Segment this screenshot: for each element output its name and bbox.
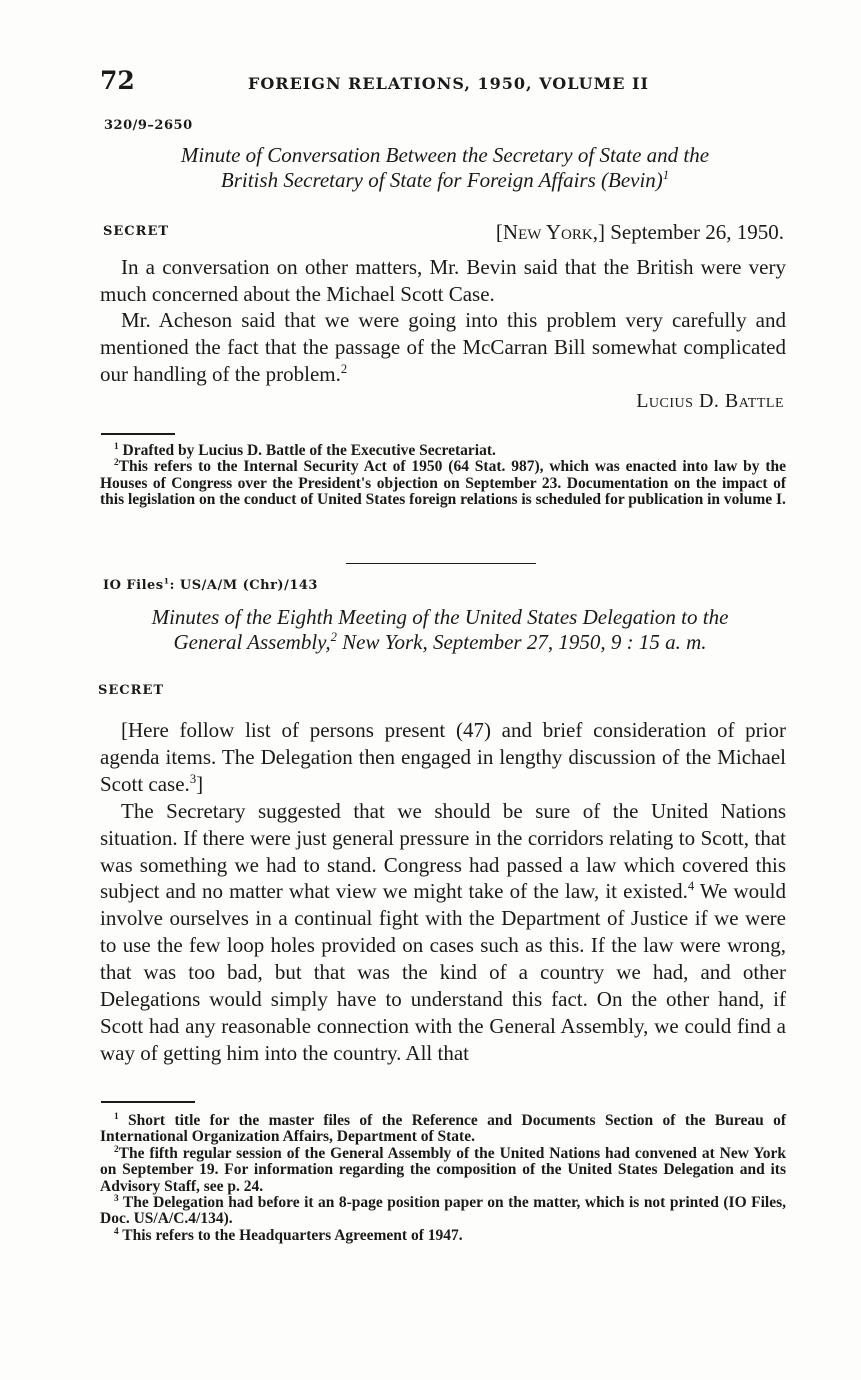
document2-title-line1: Minutes of the Eighth Meeting of the United States Delegation to the (151, 605, 729, 629)
document2-footnote-2: $^2$The fifth regular session of the General Assembly of the United Nations had convened at New York on September 19. For information regarding the composition of the United States Delegation and its Advisory Staff, see p. 24. (100, 1144, 786, 1195)
document2-bracket-footnote-mark: 3 (189, 771, 197, 786)
document2-classification: SECRET (98, 683, 165, 698)
page-number: 72 (100, 66, 135, 95)
document1-paragraph-2-footnote-mark: 2 (340, 361, 348, 376)
document2-bracket-paragraph: [Here follow list of persons present (47) and brief consideration of prior agenda items. The Delegation then engaged in lengthy discussion of the Michael Scott case.$^3$] (100, 718, 786, 796)
document2-title-line2: General Assembly,$^2$ New York, September 27, 1950, 9 : 15 a. m. (173, 630, 707, 654)
document2-paragraph-2-footnote-mark: 4 (687, 879, 695, 894)
document1-title-line1: Minute of Conversation Between the Secretary of State and the (180, 143, 710, 167)
dateline-date: September 26, 1950. (610, 220, 784, 244)
document1-title-line2: British Secretary of State for Foreign Affairs (Bevin)$^1$ (220, 168, 670, 192)
document2-title (95, 605, 785, 655)
document1-signature: Lucius D. Battle (636, 390, 784, 412)
running-title: FOREIGN RELATIONS, 1950, VOLUME II (248, 74, 650, 93)
document2-footnote-rule (101, 1101, 195, 1103)
document1-classification: SECRET (103, 224, 170, 239)
document2-file-reference-footnote-mark: 1 (163, 576, 170, 586)
document1-dateline (496, 220, 784, 245)
document1-paragraph-2: Mr. Acheson said that we were going into this problem very carefully and mentioned the fact that the passage of the McCarran Bill somewhat complicated our handling of the problem.$^2$ (100, 308, 786, 386)
document2-footnote-1: $^1$ Short title for the master files of the Reference and Documents Section of the Bureau of International Organization Affairs, Department of State. (100, 1111, 787, 1146)
document1-file-reference: 320/9–2650 (104, 118, 193, 133)
document2-footnote-4: $^4$ This refers to the Headquarters Agreement of 1947. (114, 1226, 463, 1244)
document1-paragraph-1: In a conversation on other matters, Mr. Bevin said that the British were very much concerned about the Michael Scott Case. (100, 255, 786, 306)
document2-footnote-3: $^3$ The Delegation had before it an 8-page position paper on the matter, which is not printed (IO Files, Doc. US/A/C.4/134). (100, 1193, 786, 1228)
document1-body (100, 254, 786, 388)
document1-footnote-rule (101, 433, 175, 435)
document1-footnotes (100, 443, 786, 509)
document1-footnote-1: $^1$ Drafted by Lucius D. Battle of the Executive Secretariat. (114, 441, 496, 459)
document1-title-footnote-mark: 1 (662, 168, 670, 182)
dateline-place: [New York,] (495, 220, 605, 244)
document1-footnote-2: $^2$This refers to the Internal Security Act of 1950 (64 Stat. 987), which was enacted into law by the Houses of Congress over the President's objection on September 23. Documentation on the impact of this legislation on the conduct of United States foreign relations is scheduled for publication in volume I. (100, 458, 786, 509)
document2-file-reference: IO Files$^1$: US/A/M (Chr)/143 (103, 576, 318, 593)
document2-body (100, 717, 786, 1067)
section-divider (346, 563, 536, 564)
document2-title-footnote-mark: 2 (330, 630, 337, 644)
document2-footnotes (100, 1113, 786, 1244)
document1-title (100, 143, 790, 193)
document2-paragraph-2: The Secretary suggested that we should be sure of the United Nations situation. If there were just general pressure in the corridors relating to Scott, that was something we had to stand. Congress had passed a law which covered this subject and no matter what view we might take of the law, it existed.$^4$ We would involve ourselves in a continual fight with the Department of Justice if we were to use the few loop holes provided on cases such as this. If the law were wrong, that was too bad, but that was the kind of a country we had, and other Delegations would simply have to understand this fact. On the other hand, if Scott had any reasonable connection with the General Assembly, we could find a way of getting him into the country. All that (100, 798, 786, 1065)
